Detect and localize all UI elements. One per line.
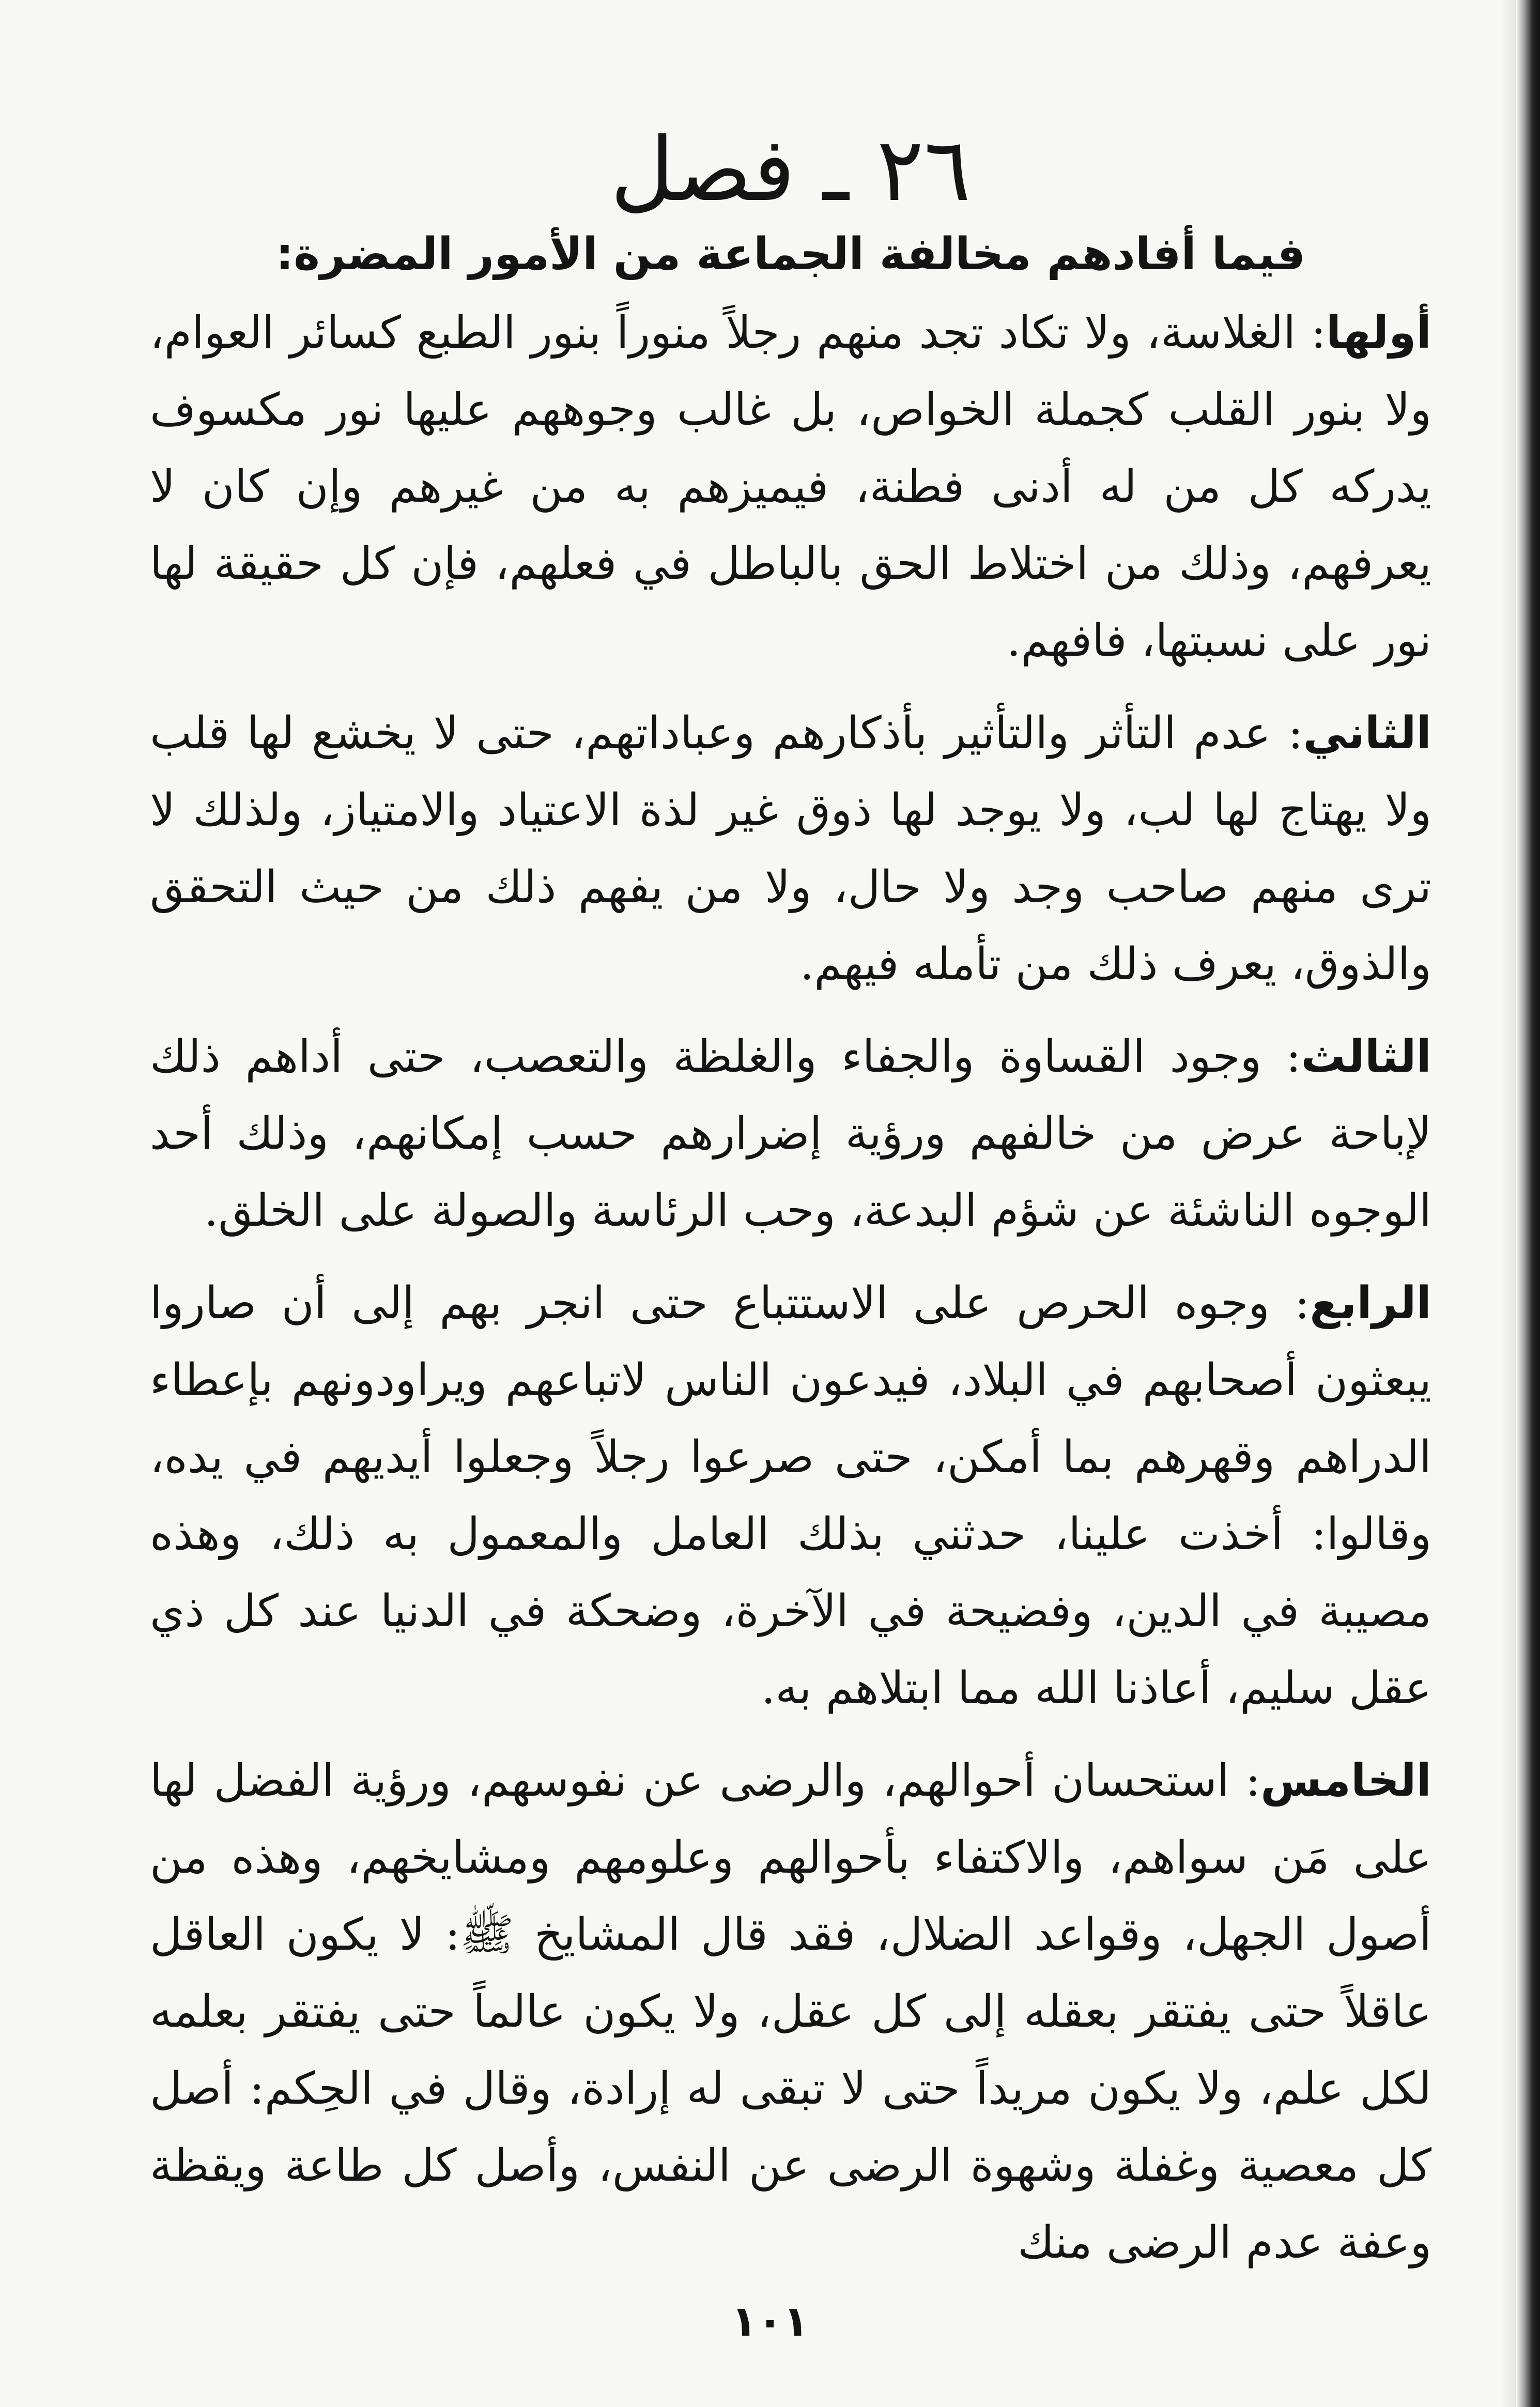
paragraph-lead: الثالث: [1301, 1031, 1431, 1083]
paragraph-text: : استحسان أحوالهم، والرضى عن نفوسهم، ورؤية الفضل لها على مَن سواهم، والاكتفاء بأحوالهم وعلومهم ومشايخهم، وهذه من أصول الجهل، وقواعد الضلال، فقد قال المشايخ ﷺ: لا يكون العاقل عاقلاً حتى يفتقر بعقله إلى كل عقل، ولا يكون عالماً حتى يفتقر بعلمه لكل علم، ولا يكون مريداً حتى لا تبقى له إرادة، وقال في الحِكم: أصل كل معصية وغفلة وشهوة الرضى عن النفس، وأصل كل طاعة ويقظة وعفة عدم الرضى منك: [150, 1755, 1431, 2269]
paragraph-fifth: [150, 1742, 1431, 2281]
page-number: ١٠١: [731, 2297, 809, 2346]
page-content: [150, 119, 1432, 2297]
paragraph-text: : الغلاسة، ولا تكاد تجد منهم رجلاً منوراً بنور الطبع كسائر العوام، ولا بنور القلب كجملة الخواص، بل غالب وجوههم عليها نور مكسوف يدركه كل من له أدنى فطنة، فيميزهم به من غيرهم وإن كان لا يعرفهم، وذلك من اختلاط الحق بالباطل في فعلهم، فإن كل حقيقة لها نور على نسبتها، فافهم.: [150, 307, 1431, 667]
paragraph-text: : وجود القساوة والجفاء والغلظة والتعصب، حتى أداهم ذلك لإباحة عرض من خالفهم ورؤية إضرارهم حسب إمكانهم، وذلك أحد الوجوه الناشئة عن شؤم البدعة، وحب الرئاسة والصولة على الخلق.: [150, 1031, 1431, 1237]
paragraph-third: [150, 1019, 1431, 1249]
paragraph-lead: الرابع: [1310, 1277, 1431, 1330]
paragraph-text: : وجوه الحرص على الاستتباع حتى انجر بهم إلى أن صاروا يبعثون أصحابهم في البلاد، فيدعون الناس لاتباعهم ويراودونهم بإعطاء الدراهم وقهرهم بما أمكن، حتى صرعوا رجلاً وجعلوا أيديهم في يده، وقالوا: أخذت علينا، حدثني بذلك العامل والمعمول به ذلك، وهذه مصيبة في الدين، وفضيحة في الآخرة، وضحكة في الدنيا عند كل ذي عقل سليم، أعاذنا الله مما ابتلاهم به.: [150, 1277, 1432, 1715]
paragraph-lead: الخامس: [1260, 1755, 1431, 1807]
book-spine: [1516, 0, 1540, 2407]
paragraph-second: [150, 695, 1431, 1003]
chapter-title: فيما أفادهم مخالفة الجماعة من الأمور المضرة:: [275, 228, 1306, 280]
paragraph-text: : عدم التأثر والتأثير بأذكارهم وعباداتهم، حتى لا يخشع لها قلب ولا يهتاج لها لب، ولا يوجد لها ذوق غير لذة الاعتياد والامتياز، ولذلك لا ترى منهم صاحب وجد ولا حال، ولا من يفهم ذلك من حيث التحقق والذوق، يعرف ذلك من تأمله فيهم.: [150, 707, 1431, 991]
paragraph-fourth: [150, 1265, 1431, 1727]
paragraph-lead: أولها: [1326, 307, 1431, 359]
chapter-number: ٢٦ ـ فصل: [610, 119, 971, 221]
spine-shadow: [1501, 0, 1516, 2407]
paragraph-first: [150, 295, 1431, 680]
paragraph-lead: الثاني: [1303, 707, 1431, 760]
